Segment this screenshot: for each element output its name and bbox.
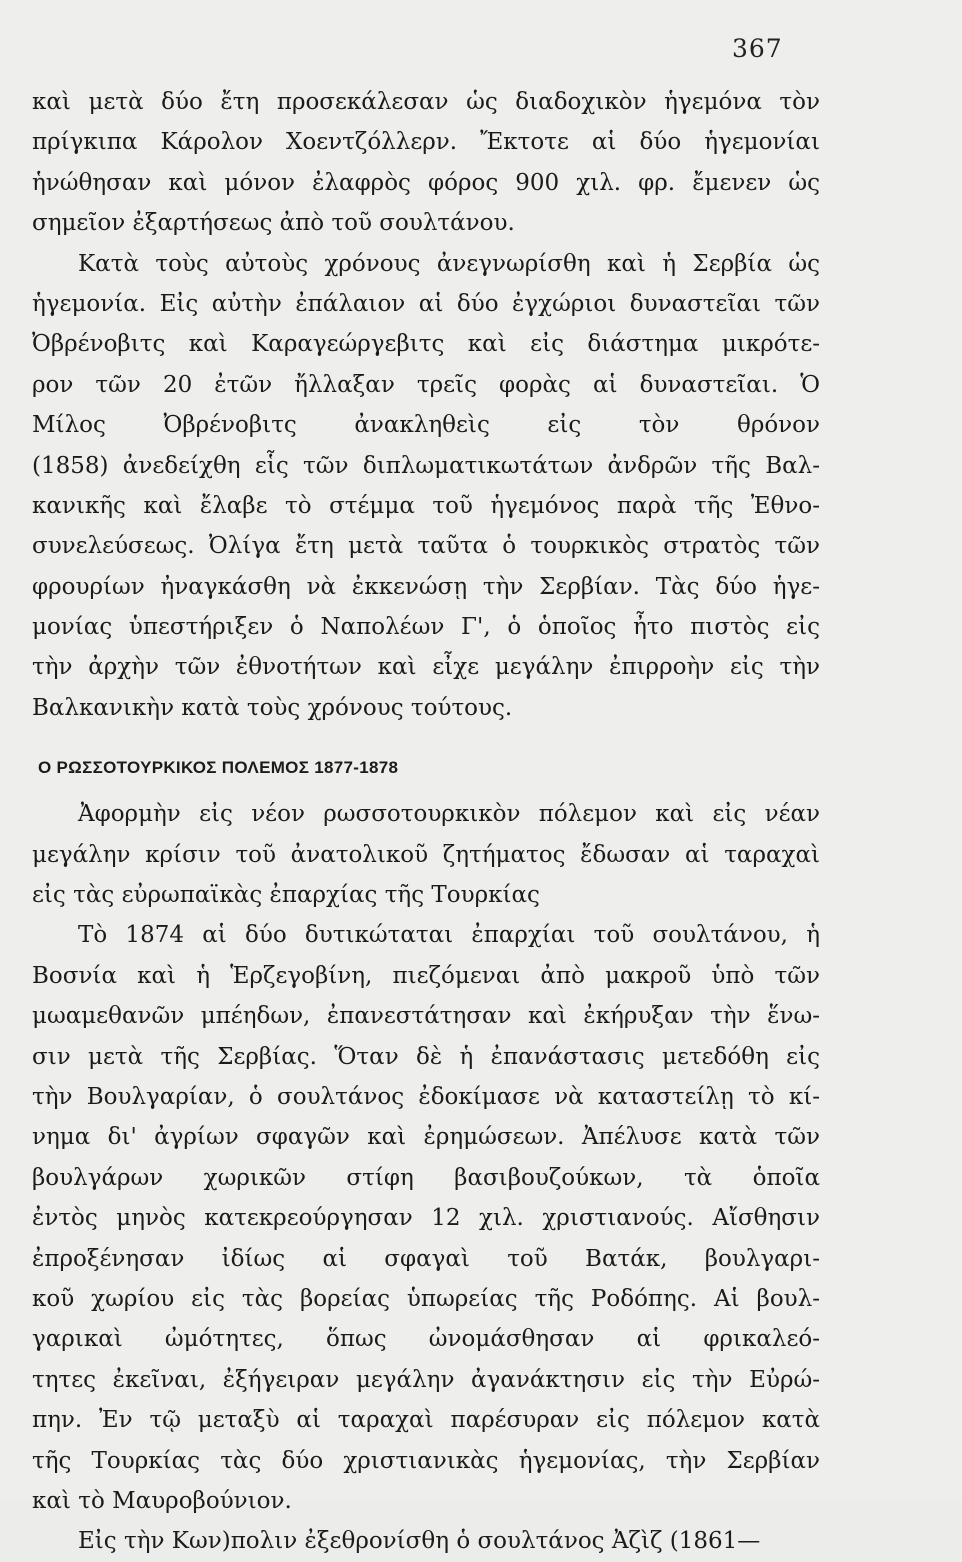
text-line: (1858) ἀνεδείχθη εἷς τῶν διπλωματικωτάτων ἀνδρῶν τῆς Βαλ- xyxy=(32,452,820,479)
text-line: μεγάλην κρίσιν τοῦ ἀνατολικοῦ ζητήματος ἔδωσαν αἱ ταραχαὶ xyxy=(32,841,820,868)
text-line: σιν μετὰ τῆς Σερβίας. Ὅταν δὲ ἡ ἐπανάστασις μετεδόθη εἰς xyxy=(32,1043,820,1070)
text-line: καὶ τὸ Μαυροβούνιον. xyxy=(32,1487,292,1514)
paragraph-causes xyxy=(32,794,820,915)
text-line: νημα δι' ἀγρίων σφαγῶν καὶ ἐρημώσεων. Ἀπέλυσε κατὰ τῶν xyxy=(32,1124,820,1151)
body-text xyxy=(32,82,820,1562)
paragraph-uprising xyxy=(32,915,820,1521)
text-line: καὶ μετὰ δύο ἔτη προσεκάλεσαν ὡς διαδοχικὸν ἡγεμόνα τὸν xyxy=(32,89,820,115)
text-line: μωαμεθανῶν μπέηδων, ἐπανεστάτησαν καὶ ἐκήρυξαν τὴν ἕνω- xyxy=(32,1003,820,1030)
text-line: σημεῖον ἐξαρτήσεως ἀπὸ τοῦ σουλτάνου. xyxy=(32,210,515,237)
text-line: Εἰς τὴν Κων)πολιν ἐξεθρονίσθη ὁ σουλτάνος Ἀζὶζ (1861— xyxy=(78,1528,761,1555)
text-line: ἐπροξένησαν ἰδίως αἱ σφαγαὶ τοῦ Βατάκ, βουλγαρι- xyxy=(32,1245,820,1272)
text-line: κανικῆς καὶ ἔλαβε τὸ στέμμα τοῦ ἡγεμόνος παρὰ τῆς Ἐθνο- xyxy=(32,492,820,519)
text-line: βουλγάρων χωρικῶν στίφη βασιβουζούκων, τὰ ὁποῖα xyxy=(32,1164,820,1191)
text-line: πρίγκιπα Κάρολον Χοεντζόλλερν. Ἔκτοτε αἱ δύο ἡγεμονίαι xyxy=(32,129,820,156)
text-line: τὴν Βουλγαρίαν, ὁ σουλτάνος ἐδοκίμασε νὰ καταστείλῃ τὸ κί- xyxy=(32,1083,820,1110)
text-line: Τὸ 1874 αἱ δύο δυτικώταται ἐπαρχίαι τοῦ σουλτάνου, ἡ xyxy=(78,922,820,949)
text-line: τητες ἐκεῖναι, ἐξήγειραν μεγάλην ἀγανάκτησιν εἰς τὴν Εὐρώ- xyxy=(32,1366,820,1393)
text-line: εἰς τὰς εὐρωπαϊκὰς ἐπαρχίας τῆς Τουρκίας xyxy=(32,882,540,909)
text-line: κοῦ χωρίου εἰς τὰς βορείας ὑπωρείας τῆς Ροδόπης. Αἱ βουλ- xyxy=(32,1285,820,1312)
page-number: 367 xyxy=(732,34,783,63)
paragraph-serbia xyxy=(32,244,820,729)
text-line: μονίας ὑπεστήριξεν ὁ Ναπολέων Γ', ὁ ὁποῖος ἦτο πιστὸς εἰς xyxy=(32,614,820,641)
text-line: ἐντὸς μηνὸς κατεκρεούργησαν 12 χιλ. χριστιανούς. Αἴσθησιν xyxy=(32,1205,820,1232)
text-line: Κατὰ τοὺς αὐτοὺς χρόνους ἀνεγνωρίσθη καὶ ἡ Σερβία ὡς xyxy=(78,250,820,277)
text-line: γαρικαὶ ὠμότητες, ὅπως ὠνομάσθησαν αἱ φρικαλεό- xyxy=(32,1326,820,1353)
text-line: Ἀφορμὴν εἰς νέον ρωσσοτουρκικὸν πόλεμον καὶ εἰς νέαν xyxy=(78,801,820,828)
text-line: ἡγεμονία. Εἰς αὐτὴν ἐπάλαιον αἱ δύο ἐγχώριοι δυναστεῖαι τῶν xyxy=(32,290,820,317)
text-line: Ὀβρένοβιτς καὶ Καραγεώργεβιτς καὶ εἰς διάστημα μικρότε- xyxy=(32,331,820,358)
section-gap xyxy=(32,728,820,740)
text-line: πην. Ἐν τῷ μεταξὺ αἱ ταραχαὶ παρέσυραν εἰς πόλεμον κατὰ xyxy=(32,1407,820,1434)
section-heading: Ο ΡΩΣΣΟΤΟΥΡΚΙΚΟΣ ΠΟΛΕΜΟΣ 1877-1878 xyxy=(38,758,399,778)
paragraph-succession xyxy=(32,82,820,244)
text-line: τὴν ἀρχὴν τῶν ἐθνοτήτων καὶ εἶχε μεγάλην ἐπιρροὴν εἰς τὴν xyxy=(32,654,820,681)
text-line: Βοσνία καὶ ἡ Ἑρζεγοβίνη, πιεζόμεναι ἀπὸ μακροῦ ὑπὸ τῶν xyxy=(32,962,820,989)
text-line: ρον τῶν 20 ἐτῶν ἤλλαξαν τρεῖς φορὰς αἱ δυναστεῖαι. Ὁ xyxy=(32,371,820,398)
text-line: φρουρίων ἠναγκάσθη νὰ ἐκκενώσῃ τὴν Σερβίαν. Τὰς δύο ἡγε- xyxy=(32,573,820,600)
text-line: Βαλκανικὴν κατὰ τοὺς χρόνους τούτους. xyxy=(32,694,513,721)
text-line: τῆς Τουρκίας τὰς δύο χριστιανικὰς ἡγεμονίας, τὴν Σερβίαν xyxy=(32,1447,820,1474)
text-line: συνελεύσεως. Ὀλίγα ἔτη μετὰ ταῦτα ὁ τουρκικὸς στρατὸς τῶν xyxy=(32,533,820,560)
text-line: Μίλος Ὀβρένοβιτς ἀνακληθεὶς εἰς τὸν θρόνον xyxy=(32,412,820,439)
paragraph-abdulaziz xyxy=(32,1521,820,1561)
text-line: ἡνώθησαν καὶ μόνον ἐλαφρὸς φόρος 900 χιλ. φρ. ἔμενεν ὡς xyxy=(32,169,820,196)
